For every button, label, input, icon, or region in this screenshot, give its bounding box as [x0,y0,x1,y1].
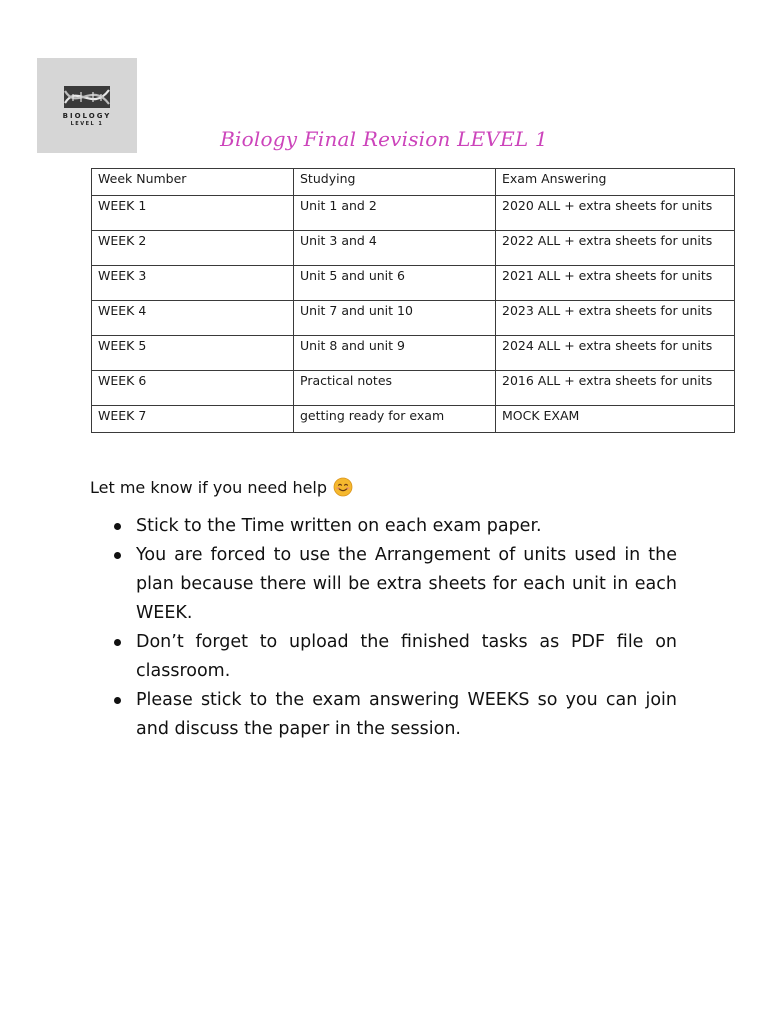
studying-cell: Unit 3 and 4 [294,231,496,266]
page-title: Biology Final Revision LEVEL 1 [220,127,548,151]
week-cell: WEEK 2 [92,231,294,266]
exam-cell: 2023 ALL + extra sheets for units [496,301,735,336]
studying-cell: Unit 5 and unit 6 [294,266,496,301]
studying-cell: Unit 1 and 2 [294,196,496,231]
smiling-face-icon [333,477,353,497]
week-cell: WEEK 7 [92,406,294,433]
bullet-icon [114,552,121,559]
table-row [92,266,735,301]
table-row [92,406,735,433]
bullet-icon [114,697,121,704]
table-row [92,336,735,371]
note-text: Please stick to the exam answering WEEKS so you can join and discuss the paper in the session. [136,690,677,739]
table-row [92,231,735,266]
exam-cell: 2022 ALL + extra sheets for units [496,231,735,266]
list-item [114,686,677,744]
week-cell: WEEK 3 [92,266,294,301]
list-item [114,628,677,686]
exam-cell: 2016 ALL + extra sheets for units [496,371,735,406]
header-studying: Studying [294,169,496,196]
week-cell: WEEK 4 [92,301,294,336]
exam-cell: 2021 ALL + extra sheets for units [496,266,735,301]
note-text: Don’t forget to upload the finished tasks as PDF file on classroom. [136,632,677,681]
help-line [90,477,353,497]
bullet-icon [114,639,121,646]
logo-word: BIOLOGY [62,112,112,120]
header-exam-answering: Exam Answering [496,169,735,196]
studying-cell: getting ready for exam [294,406,496,433]
exam-cell: 2020 ALL + extra sheets for units [496,196,735,231]
bullet-icon [114,523,121,530]
help-text: Let me know if you need help [90,478,328,497]
exam-cell: MOCK EXAM [496,406,735,433]
header-week-number: Week Number [92,169,294,196]
instructions-list [114,512,677,744]
week-cell: WEEK 6 [92,371,294,406]
note-text: You are forced to use the Arrangement of units used in the plan because there will be extra sheets for each unit in each WEEK. [136,545,677,623]
list-item [114,512,677,541]
table-row [92,371,735,406]
logo-level: LEVEL 1 [70,121,104,127]
table-header-row [92,169,735,196]
revision-plan-table [91,168,735,433]
studying-cell: Unit 7 and unit 10 [294,301,496,336]
note-text: Stick to the Time written on each exam paper. [136,516,542,536]
week-cell: WEEK 1 [92,196,294,231]
studying-cell: Practical notes [294,371,496,406]
list-item [114,541,677,628]
table-row [92,301,735,336]
studying-cell: Unit 8 and unit 9 [294,336,496,371]
week-cell: WEEK 5 [92,336,294,371]
exam-cell: 2024 ALL + extra sheets for units [496,336,735,371]
table-row [92,196,735,231]
